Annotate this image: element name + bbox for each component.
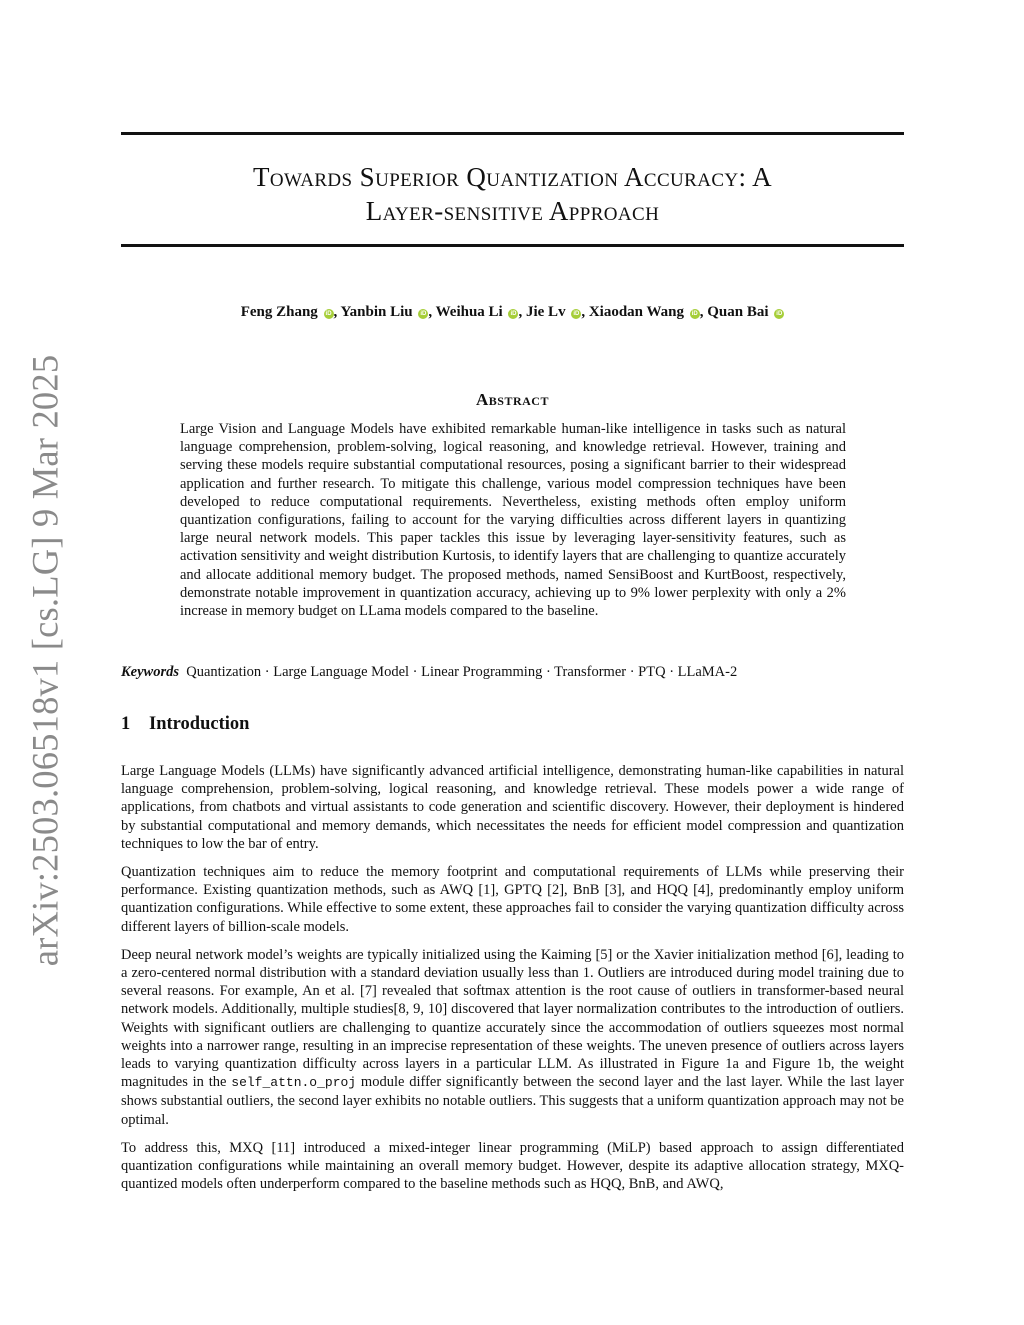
author-name: Quan Bai <box>707 304 769 320</box>
author-separator: , <box>581 304 589 320</box>
paragraph: Large Language Models (LLMs) have significantly advanced artificial intelligence, demonstrating human-like capabilities in natural language comprehension, problem-solving, logical reasoning, and knowledge retrieval. These models power a wide range of applications, from chatbots and virtual assistants to code generation and scientific discovery. However, their deployment is hindered by substantial computational and memory demands, which necessitates the needs for efficient model compression and quantization techniques to low the bar of entry. <box>121 763 904 852</box>
paper-title-line-1: Towards Superior Quantization Accuracy: A <box>253 162 772 192</box>
orcid-icon[interactable]: iD <box>510 311 517 317</box>
author-separator: , <box>699 304 708 320</box>
orcid-icon[interactable]: iD <box>573 311 580 317</box>
title-rule-top <box>121 132 904 135</box>
title-rule-bottom <box>121 244 904 247</box>
abstract-text: Large Vision and Language Models have exhibited remarkable human-like intelligence in tasks such as natural language comprehension, problem-solving, logical reasoning, and knowledge retrieval. However, training and serving these models require substantial computational resources, posing a significant barrier to their widespread application and further research. To mitigate this challenge, various model compression techniques have been developed to reduce computational requirements. Nevertheless, existing methods often employ uniform quantization configurations, failing to account for the varying difficulties across different layers in quantizing large neural network models. This paper tackles this issue by leveraging layer-sensitivity features, such as activation sensitivity and weight distribution Kurtosis, to identify layers that are challenging to quantize accurately and allocate additional memory budget. The proposed methods, named SensiBoost and KurtBoost, respectively, demonstrate notable improvement in quantization accuracy, achieving up to 9% lower perplexity with only a 2% increase in memory budget on LLama models compared to the baseline. <box>180 421 846 620</box>
paragraph: Quantization techniques aim to reduce the memory footprint and computational requirements of LLMs while preserving their performance. Existing quantization methods, such as AWQ [1], GPTQ [2], BnB [3], and HQQ [4], predominantly employ uniform quantization configurations. While effective to some extent, these approaches fail to consider the varying quantization difficulty across different layers of billion-scale models. <box>121 864 904 935</box>
section-number: 1 <box>121 714 131 734</box>
arxiv-identifier-text: arXiv:2503.06518v1 [cs.LG] 9 Mar 2025 <box>24 354 66 966</box>
author-list <box>121 304 904 321</box>
orcid-icon[interactable]: iD <box>691 311 698 317</box>
orcid-icon[interactable]: iD <box>776 311 783 317</box>
paragraph-text: Deep neural network model’s weights are typically initialized using the Kaiming [5] or the Xavier initialization method [6], leading to a zero-centered normal distribution with a standard deviation usually less than 1. Outliers are introduced during model training due to several reasons. For example, An et al. [7] revealed that softmax attention is the root cause of outliers in transformer-based neural network models. Additionally, multiple studies[8, 9, 10] discovered that layer normalization contributes to the introduction of outliers. Weights with significant outliers are challenging to quantize accurately since the accommodation of outliers squeezes most normal weights into a narrower range, resulting in an imprecise representation of these weights. The uneven presence of outliers across layers leads to varying quantization difficulty across layers in a particular LLM. As illustrated in Figure 1a and Figure 1b, the weight magnitudes in the <box>121 946 904 1091</box>
paragraph: To address this, MXQ [11] introduced a mixed-integer linear programming (MiLP) based approach to assign differentiated quantization configurations while maintaining an overall memory budget. However, despite its adaptive allocation strategy, MXQ-quantized models often underperform compared to the baseline methods such as HQQ, BnB, and AWQ, <box>121 1139 904 1193</box>
author-name: Feng Zhang <box>240 304 318 320</box>
section-heading-introduction <box>121 714 249 735</box>
author-separator: , <box>428 304 436 320</box>
author-name: Jie Lv <box>525 304 566 320</box>
orcid-icon[interactable]: iD <box>420 311 427 317</box>
author-name: Yanbin Liu <box>340 304 413 320</box>
author-separator: , <box>333 304 341 320</box>
author-name: Weihua Li <box>435 304 503 320</box>
arxiv-identifier <box>0 354 90 966</box>
paper-title <box>121 160 904 228</box>
abstract-heading: Abstract <box>476 390 549 409</box>
orcid-icon[interactable]: iD <box>325 311 332 317</box>
paragraph <box>121 946 904 1129</box>
introduction-body <box>121 762 904 1203</box>
section-title: Introduction <box>149 714 250 734</box>
inline-code: self_attn.o_proj <box>231 1075 357 1091</box>
author-separator: , <box>518 304 526 320</box>
keywords-line <box>121 664 904 681</box>
keywords-label: Keywords <box>121 664 179 680</box>
author-name: Xiaodan Wang <box>588 304 685 320</box>
paragraph-text: module differ significantly between the second layer and the last layer. While the last layer shows substantial outliers, the second layer exhibits no notable outliers. This suggests that a uniform quantization approach may not be optimal. <box>121 1074 904 1128</box>
keywords-list: Quantization · Large Language Model · Linear Programming · Transformer · PTQ · LLaMA-2 <box>186 664 738 680</box>
paper-title-line-2: Layer-sensitive Approach <box>365 196 660 226</box>
